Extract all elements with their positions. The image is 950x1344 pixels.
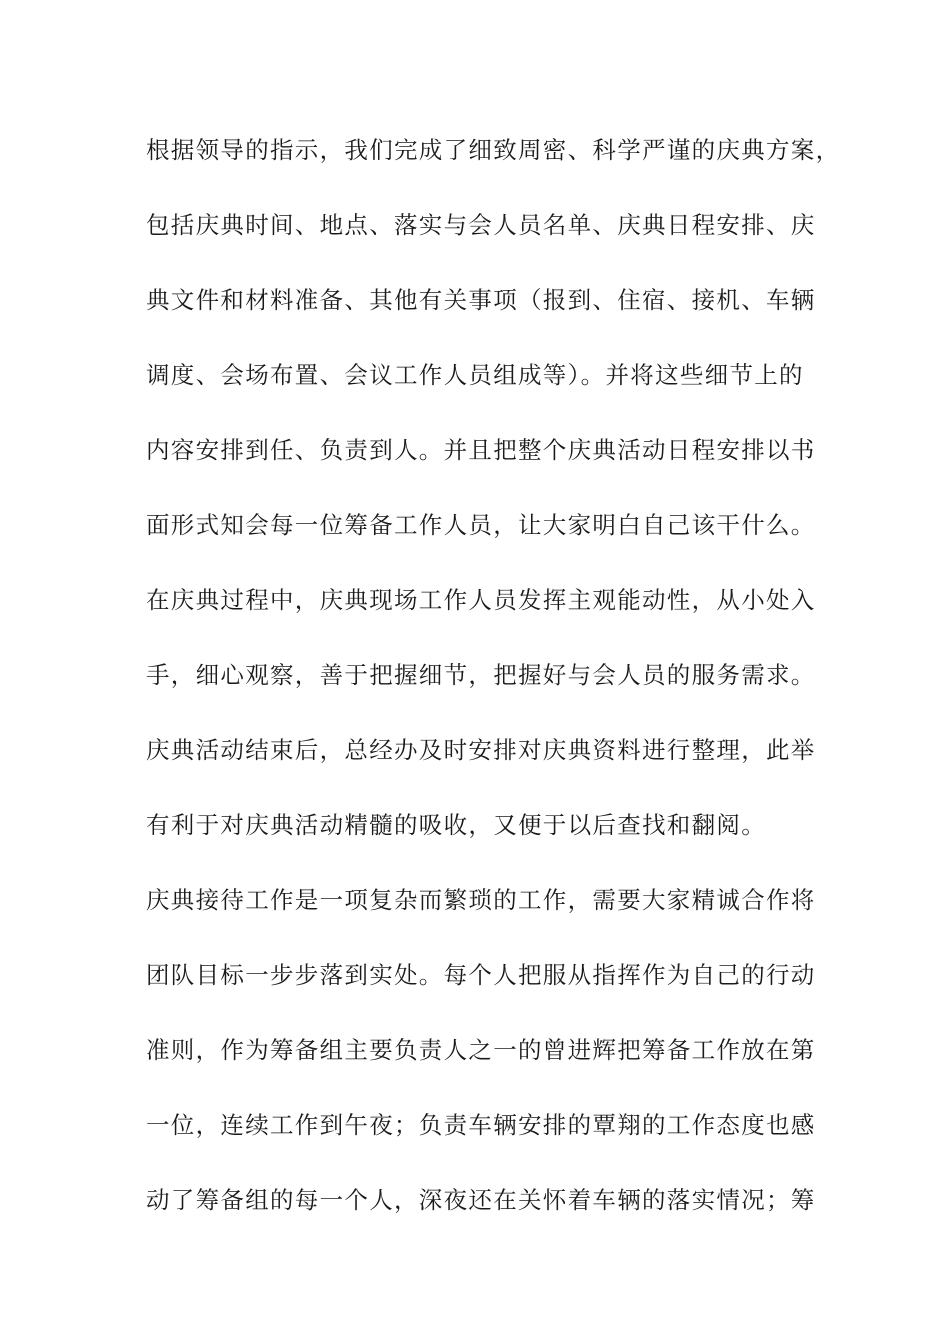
text-line: 动了筹备组的每一个人，深夜还在关怀着车辆的落实情况；筹 [146, 1186, 816, 1214]
text-line: 包括庆典时间、地点、落实与会人员名单、庆典日程安排、庆 [146, 211, 816, 239]
text-line: 庆典接待工作是一项复杂而繁琐的工作，需要大家精诚合作将 [146, 886, 816, 914]
text-line: 根据领导的指示，我们完成了细致周密、科学严谨的庆典方案， [146, 136, 841, 164]
text-line: 调度、会场布置、会议工作人员组成等）。并将这些细节上的 [146, 361, 804, 389]
text-line: 在庆典过程中，庆典现场工作人员发挥主观能动性，从小处入 [146, 586, 816, 614]
text-line: 典文件和材料准备、其他有关事项（报到、住宿、接机、车辆 [146, 286, 816, 314]
text-line: 手，细心观察，善于把握细节，把握好与会人员的服务需求。 [146, 661, 816, 689]
text-line: 面形式知会每一位筹备工作人员，让大家明白自己该干什么。 [146, 511, 816, 539]
text-line: 团队目标一步步落到实处。每个人把服从指挥作为自己的行动 [146, 961, 816, 989]
text-line: 准则，作为筹备组主要负责人之一的曾进辉把筹备工作放在第 [146, 1036, 816, 1064]
text-line: 庆典活动结束后，总经办及时安排对庆典资料进行整理，此举 [146, 736, 816, 764]
body-text [146, 126, 841, 1251]
text-line: 一位，连续工作到午夜；负责车辆安排的覃翔的工作态度也感 [146, 1111, 816, 1139]
text-line: 有利于对庆典活动精髓的吸收，又便于以后查找和翻阅。 [146, 811, 766, 839]
text-line: 内容安排到任、负责到人。并且把整个庆典活动日程安排以书 [146, 436, 816, 464]
